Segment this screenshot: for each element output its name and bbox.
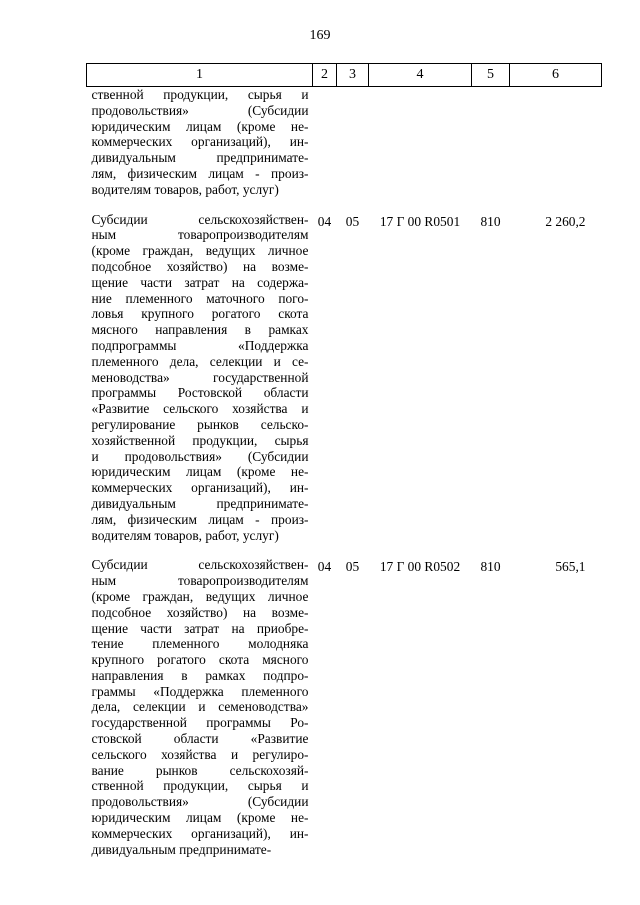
- description-line: дивидуальным предпринимате-: [91, 150, 309, 166]
- description-line: подсобное хозяйство) на возме-: [91, 604, 309, 620]
- description-line: щение части затрат на содержа-: [91, 274, 309, 290]
- description-line: дивидуальным предпринимате-: [91, 841, 272, 857]
- amount: 565,1: [555, 559, 586, 575]
- description-line: вание рынков сельскохозяй-: [91, 762, 309, 778]
- description-line: юридическим лицам (кроме не-: [91, 810, 309, 826]
- row-description: [87, 212, 313, 548]
- header-col-6: 6: [510, 64, 602, 87]
- target-article-code: [369, 87, 472, 202]
- description-line: юридическим лицам (кроме не-: [91, 464, 309, 480]
- budget-table: [86, 63, 602, 861]
- description-line: водителям товаров, работ, услуг): [91, 181, 279, 197]
- subsection-code: 05: [345, 559, 360, 575]
- description-line: Субсидии сельскохозяйствен-: [91, 211, 309, 227]
- row-spacer-cell: [87, 547, 602, 557]
- description-line: хозяйственной продукции, сырья: [91, 432, 309, 448]
- table-header: [87, 64, 602, 87]
- description-line: подпрограммы «Поддержка: [91, 337, 309, 353]
- table-row: [87, 212, 602, 548]
- description-line: продовольствия» (Субсидии: [91, 794, 309, 810]
- description-line: коммерческих организаций), ин-: [91, 825, 309, 841]
- description-line: подсобное хозяйство) на возме-: [91, 258, 309, 274]
- description-line: мясного направления в рамках: [91, 322, 309, 338]
- expense-type-code: [472, 87, 510, 202]
- target-article-code: 17 Г 00 R0501: [379, 213, 461, 229]
- description-line: племенного дела, селекции и се-: [91, 353, 309, 369]
- expense-type-code: 810: [480, 559, 501, 575]
- table-row: [87, 87, 602, 202]
- header-col-2: 2: [313, 64, 337, 87]
- row-description: [87, 87, 313, 202]
- row-spacer: [87, 547, 602, 557]
- subsection-code: [337, 87, 369, 202]
- target-article-code: 17 Г 00 R0502: [379, 559, 461, 575]
- description-line: направления в рамках подпро-: [91, 667, 309, 683]
- description-line: ние племенного маточного пого-: [91, 290, 309, 306]
- description-line: Субсидии сельскохозяйствен-: [91, 557, 309, 573]
- amount: 2 260,2: [545, 213, 586, 229]
- description-line: лям, физическим лицам - произ-: [91, 165, 309, 181]
- description-line: меноводства» государственной: [91, 369, 309, 385]
- amount: [510, 87, 602, 202]
- description-line: ственной продукции, сырья и: [91, 778, 309, 794]
- expense-type-code: 810: [480, 213, 501, 229]
- description-line: дела, селекции и семеноводства»: [91, 699, 309, 715]
- header-col-3: 3: [337, 64, 369, 87]
- row-spacer: [87, 202, 602, 212]
- description-line: программы Ростовской области: [91, 385, 309, 401]
- section-code: 04: [317, 559, 332, 575]
- description-line: водителям товаров, работ, услуг): [91, 527, 279, 543]
- header-row: [87, 64, 602, 87]
- row-spacer-cell: [87, 202, 602, 212]
- table-body: [87, 87, 602, 862]
- description-line: юридическим лицам (кроме не-: [91, 118, 309, 134]
- header-col-1: 1: [87, 64, 313, 87]
- description-line: регулирование рынков сельско-: [91, 416, 309, 432]
- description-line: ным товаропроизводителям: [91, 573, 309, 589]
- description-line: лям, физическим лицам - произ-: [91, 511, 309, 527]
- description-line: коммерческих организаций), ин-: [91, 134, 309, 150]
- description-line: граммы «Поддержка племенного: [91, 683, 309, 699]
- description-line: и продовольствия» (Субсидии: [91, 448, 309, 464]
- description-line: коммерческих организаций), ин-: [91, 480, 309, 496]
- description-line: ловья крупного рогатого скота: [91, 306, 309, 322]
- header-col-4: 4: [369, 64, 472, 87]
- description-line: ным товаропроизводителям: [91, 227, 309, 243]
- page-number: 169: [309, 28, 331, 43]
- header-col-5: 5: [472, 64, 510, 87]
- description-line: стовской области «Развитие: [91, 731, 309, 747]
- description-line: «Развитие сельского хозяйства и: [91, 401, 309, 417]
- description-line: щение части затрат на приобре-: [91, 620, 309, 636]
- description-line: государственной программы Ро-: [91, 715, 309, 731]
- table-row: [87, 557, 602, 861]
- description-line: сельского хозяйства и регулиро-: [91, 746, 309, 762]
- row-description: [87, 557, 313, 861]
- description-line: тение племенного молодняка: [91, 636, 309, 652]
- description-line: (кроме граждан, ведущих личное: [91, 243, 309, 259]
- description-line: (кроме граждан, ведущих личное: [91, 588, 309, 604]
- description-line: ственной продукции, сырья и: [91, 87, 309, 102]
- section-code: 04: [317, 213, 332, 229]
- section-code: [313, 87, 337, 202]
- description-line: крупного рогатого скота мясного: [91, 652, 309, 668]
- description-line: дивидуальным предпринимате-: [91, 495, 309, 511]
- subsection-code: 05: [345, 213, 360, 229]
- description-line: продовольствия» (Субсидии: [91, 102, 309, 118]
